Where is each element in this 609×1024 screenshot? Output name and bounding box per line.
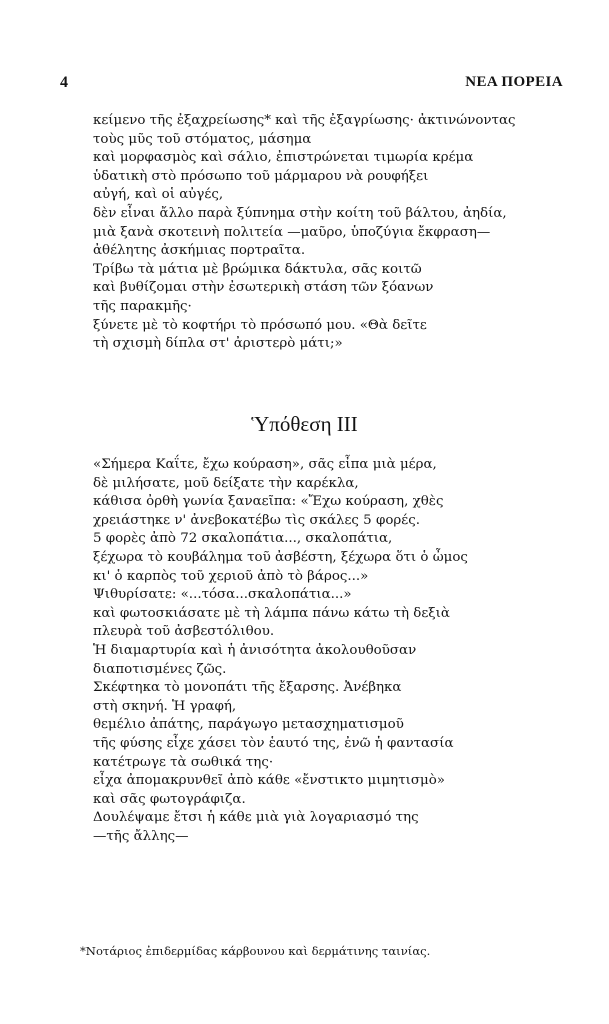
poem-line: ἀθέλητης ἀσκήμιας πορτραῖτα. (93, 243, 306, 259)
poem-line: κι' ὁ καρπὸς τοῦ χεριοῦ ἀπὸ τὸ βάρος...» (93, 568, 369, 584)
poem-line: εἶχα ἀπομακρυνθεῖ ἀπὸ κάθε «ἔνστικτο μιμητισμὸ» (93, 773, 445, 789)
poem-line: αὐγή, καὶ οἱ αὐγές, (93, 187, 224, 203)
poem-line: —τῆς ἄλλης— (93, 828, 189, 844)
poem-line: δὲν εἶναι ἄλλο παρὰ ξύπνημα στὴν κοίτη τοῦ βάλτου, ἀηδία, (93, 205, 507, 221)
page-number: 4 (60, 74, 68, 91)
poem-line: ὑδατικὴ στὸ πρόσωπο τοῦ μάρμαρου νὰ ρουφήξει (93, 168, 429, 184)
poem-line: Δουλέψαμε ἔτσι ἡ κάθε μιὰ γιὰ λογαριασμό της (93, 810, 419, 826)
poem-line: τοὺς μῦς τοῦ στόματος, μάσημα (93, 131, 312, 147)
poem-line: ξύνετε μὲ τὸ κοφτήρι τὸ πρόσωπό μου. «Θὰ δεῖτε (93, 317, 427, 333)
poem-line: διαποτισμένες ζῶς. (93, 661, 227, 677)
poem-line: Ψιθυρίσατε: «...τόσα...σκαλοπάτια...» (93, 587, 352, 603)
poem-part-2 (93, 456, 573, 846)
poem-part-1 (93, 112, 573, 354)
poem-line: κείμενο τῆς ἐξαχρείωσης* καὶ τῆς ἐξαγρίωσης· ἀκτινώνοντας (93, 113, 516, 128)
poem-line: κάθισα ὀρθὴ γωνία ξαναεῖπα: «Ἔχω κούραση, χθὲς (93, 494, 444, 510)
running-head: ΝΕΑ ΠΟΡΕΙΑ (465, 74, 563, 90)
poem-line: Σκέφτηκα τὸ μονοπάτι τῆς ἔξαρσης. Ἀνέβηκα (93, 680, 402, 696)
poem-line: τὴ σχισμὴ δίπλα στ' ἀριστερὸ μάτι;» (93, 336, 343, 352)
poem-line: ξέχωρα τὸ κουβάλημα τοῦ ἀσβέστη, ξέχωρα ὅτι ὁ ὦμος (93, 549, 468, 565)
poem-line: καὶ φωτοσκιάσατε μὲ τὴ λάμπα πάνω κάτω τὴ δεξιὰ (93, 605, 450, 621)
poem-line: καὶ βυθίζομαι στὴν ἐσωτερικὴ στάση τῶν ξόανων (93, 280, 434, 296)
poem-line: δὲ μιλήσατε, μοῦ δείξατε τὴν καρέκλα, (93, 475, 359, 491)
poem-line: χρειάστηκε ν' ἀνεβοκατέβω τὶς σκάλες 5 φορές. (93, 512, 420, 528)
poem-line: μιὰ ξανὰ σκοτεινὴ πολιτεία —μαῦρο, ὑποζύγια ἔκφραση— (93, 224, 491, 240)
poem-line: στὴ σκηνή. Ἡ γραφή, (93, 698, 237, 714)
footnote: *Νοτάριος ἐπιδερμίδας κάρβουνου καὶ δερμάτινης ταινίας. (80, 944, 431, 958)
poem-line: κατέτρωγε τὰ σωθικά της· (93, 754, 274, 770)
poem-line: θεμέλιο ἀπάτης, παράγωγο μετασχηματισμοῦ (93, 717, 404, 733)
poem-line: «Σήμερα Καΐτε, ἔχω κούραση», σᾶς εἶπα μιὰ μέρα, (93, 457, 437, 472)
poem-line: καὶ μορφασμὸς καὶ σάλιο, ἐπιστρώνεται τιμωρία κρέμα (93, 150, 474, 166)
poem-line: Τρίβω τὰ μάτια μὲ βρώμικα δάκτυλα, σᾶς κοιτῶ (93, 261, 422, 277)
poem-line: 5 φορὲς ἀπὸ 72 σκαλοπάτια..., σκαλοπάτια, (93, 531, 393, 547)
poem-line: καὶ σᾶς φωτογράφιζα. (93, 791, 246, 807)
section-heading: Ὑπόθεση ΙΙΙ (251, 412, 358, 436)
poem-line: πλευρὰ τοῦ ἀσβεστόλιθου. (93, 624, 275, 640)
poem-line: τῆς φύσης εἶχε χάσει τὸν ἑαυτό της, ἐνῶ ἡ φαντασία (93, 735, 454, 751)
poem-line: τῆς παρακμῆς· (93, 298, 192, 314)
poem-line: Ἡ διαμαρτυρία καὶ ἡ ἀνισότητα ἀκολουθοῦσαν (93, 642, 417, 658)
